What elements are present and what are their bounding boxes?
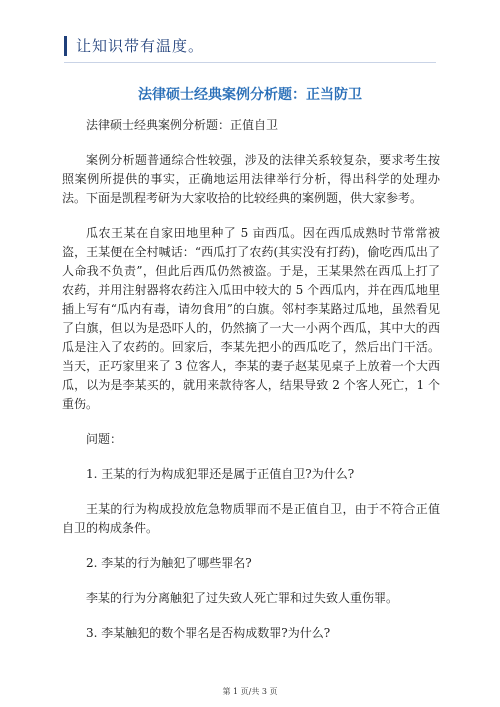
paragraph-case: 瓜农王某在自家田地里种了 5 亩西瓜。因在西瓜成熟时节常常被盗，王某便在全村喊话：“西瓜打了农药(其实没有打药)，偷吃西瓜出了人命我不负责”，但此后西瓜仍然被盗。于是，王某果然在西瓜上打了农药，并用注射器将农药注入瓜田中较大的 5 个西瓜内，并在西瓜地里插上写有“瓜内有毒，请勿食用”的白旗。邻村李某路过瓜地，虽然看见了白旗，但以为是恐吓人的，仍然摘了一大一小两个西瓜，其中大的西瓜是注入了农药的。回家后，李某先把小的西瓜吃了，然后出门干活。当天，正巧家里来了 3 位客人，李某的妻子赵某见桌子上放着一个大西瓜，以为是李某买的，就用来款待客人，结果导致 2 个客人死亡，1 个重伤。 xyxy=(62,226,440,411)
question-3: 3. 李某触犯的数个罪名是否构成数罪?为什么? xyxy=(86,626,331,640)
question-2: 2. 李某的行为触犯了哪些罪名? xyxy=(86,556,252,570)
paragraph-questions-label: 问题： xyxy=(86,432,123,446)
answer-1: 王某的行为构成投放危急物质罪而不是正值自卫，由于不符合正值自卫的构成条件。 xyxy=(62,502,440,535)
paragraph-intro: 案例分析题普通综合性较强，涉及的法律关系较复杂，要求考生按照案例所提供的事实，正确地运用法律举行分析，得出科学的处理办法。下面是凯程考研为大家收拾的比较经典的案例题，供大家参考。 xyxy=(62,153,440,205)
answer-2: 李某的行为分离触犯了过失致人死亡罪和过失致人重伤罪。 xyxy=(86,591,399,605)
page-title: 法律硕士经典案例分析题：正当防卫 xyxy=(138,87,362,103)
header-accent-bar xyxy=(64,36,67,56)
subtitle: 法律硕士经典案例分析题：正值自卫 xyxy=(86,118,279,132)
question-1: 1. 王某的行为构成犯罪还是属于正值自卫?为什么? xyxy=(86,467,355,481)
header-slogan: 让知识带有温度。 xyxy=(76,37,205,55)
header-divider xyxy=(64,62,436,63)
page-footer: 第 1 页/共 3 页 xyxy=(222,687,278,696)
document-body xyxy=(62,116,440,659)
